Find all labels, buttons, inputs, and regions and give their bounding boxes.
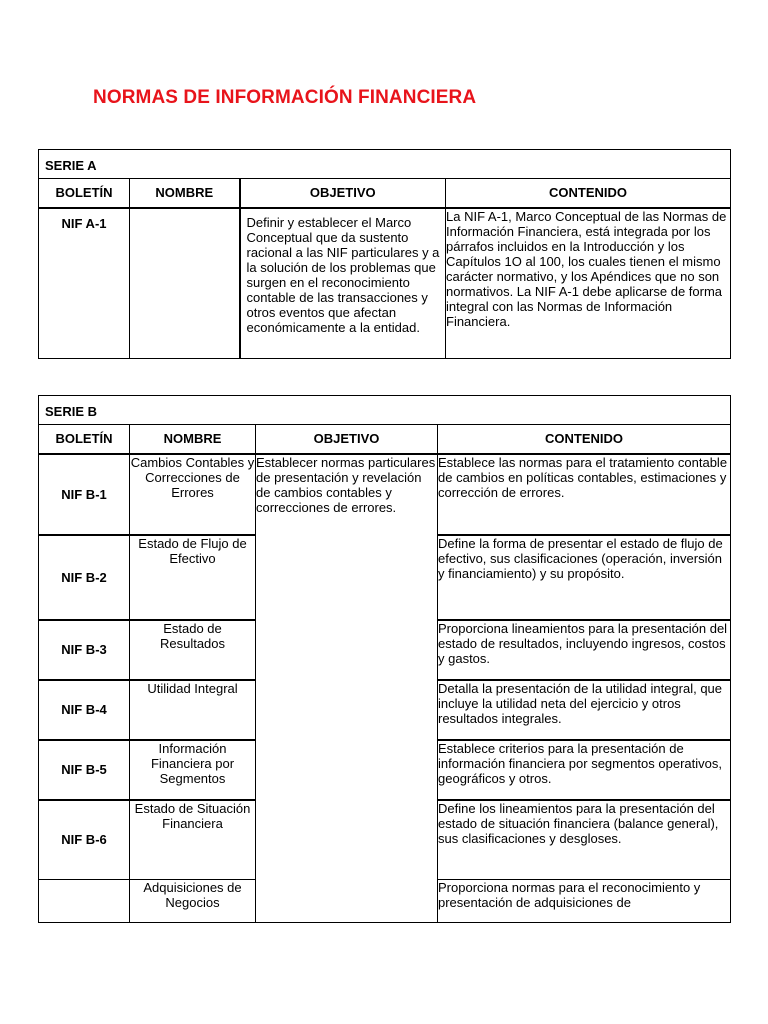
- boletin-code: NIF B-2: [39, 535, 130, 620]
- contenido-cell: Define los lineamientos para la presentación del estado de situación financiera (balance general), sus clasificaciones y desgloses.: [438, 800, 731, 880]
- nombre-cell: Información Financiera por Segmentos: [130, 740, 256, 800]
- header-boletin: BOLETÍN: [39, 179, 130, 208]
- serie-a-table: [38, 149, 731, 359]
- objetivo-cell: Definir y establecer el Marco Conceptual que da sustento racional a las NIF particulares y a la solución de los problemas que surgen en el reconocimiento contable de las transacciones y otros eventos que afectan económicamente a la entidad.: [240, 208, 446, 359]
- serie-b-label: SERIE B: [39, 396, 731, 425]
- serie-a-label: SERIE A: [39, 150, 731, 179]
- contenido-cell: Define la forma de presentar el estado de flujo de efectivo, sus clasificaciones (operación, inversión y financiamiento) y su propósito.: [438, 535, 731, 620]
- boletin-code: NIF B-5: [39, 740, 130, 800]
- contenido-cell: Proporciona lineamientos para la presentación del estado de resultados, incluyendo ingresos, costos y gastos.: [438, 620, 731, 680]
- boletin-code: [39, 880, 130, 923]
- header-contenido: CONTENIDO: [438, 425, 731, 454]
- page-title: NORMAS DE INFORMACIÓN FINANCIERA: [93, 87, 477, 108]
- contenido-cell: Proporciona normas para el reconocimiento y presentación de adquisiciones de: [438, 880, 731, 923]
- header-objetivo: OBJETIVO: [256, 425, 438, 454]
- boletin-code: NIF B-3: [39, 620, 130, 680]
- table-row: [39, 454, 731, 535]
- header-contenido: CONTENIDO: [446, 179, 731, 208]
- contenido-cell: Establece las normas para el tratamiento contable de cambios en políticas contables, estimaciones y corrección de errores.: [438, 454, 731, 535]
- nombre-cell: Cambios Contables y Correcciones de Errores: [130, 454, 256, 535]
- boletin-code: NIF B-4: [39, 680, 130, 740]
- boletin-code: NIF B-6: [39, 800, 130, 880]
- nombre-cell: [130, 208, 240, 359]
- contenido-cell: Establece criterios para la presentación de información financiera por segmentos operativos, geográficos y otros.: [438, 740, 731, 800]
- boletin-code: NIF B-1: [39, 454, 130, 535]
- header-nombre: NOMBRE: [130, 179, 240, 208]
- objetivo-cell: Establecer normas particulares de presentación y revelación de cambios contables y correcciones de errores.: [256, 454, 438, 923]
- contenido-cell: Detalla la presentación de la utilidad integral, que incluye la utilidad neta del ejercicio y otros resultados integrales.: [438, 680, 731, 740]
- nombre-cell: Estado de Situación Financiera: [130, 800, 256, 880]
- nombre-cell: Estado de Resultados: [130, 620, 256, 680]
- serie-b-table: [38, 395, 731, 923]
- nombre-cell: Adquisiciones de Negocios: [130, 880, 256, 923]
- header-nombre: NOMBRE: [130, 425, 256, 454]
- contenido-cell: La NIF A-1, Marco Conceptual de las Normas de Información Financiera, está integrada por los párrafos incluidos en la Introducción y los Capítulos 1O al 100, los cuales tienen el mismo carácter normativo, y los Apéndices que no son normativos. La NIF A-1 debe aplicarse de forma integral con las Normas de Información Financiera.: [446, 208, 731, 359]
- boletin-code: NIF A-1: [39, 208, 130, 359]
- nombre-cell: Estado de Flujo de Efectivo: [130, 535, 256, 620]
- nombre-cell: Utilidad Integral: [130, 680, 256, 740]
- table-row: [39, 208, 731, 359]
- header-objetivo: OBJETIVO: [240, 179, 446, 208]
- header-boletin: BOLETÍN: [39, 425, 130, 454]
